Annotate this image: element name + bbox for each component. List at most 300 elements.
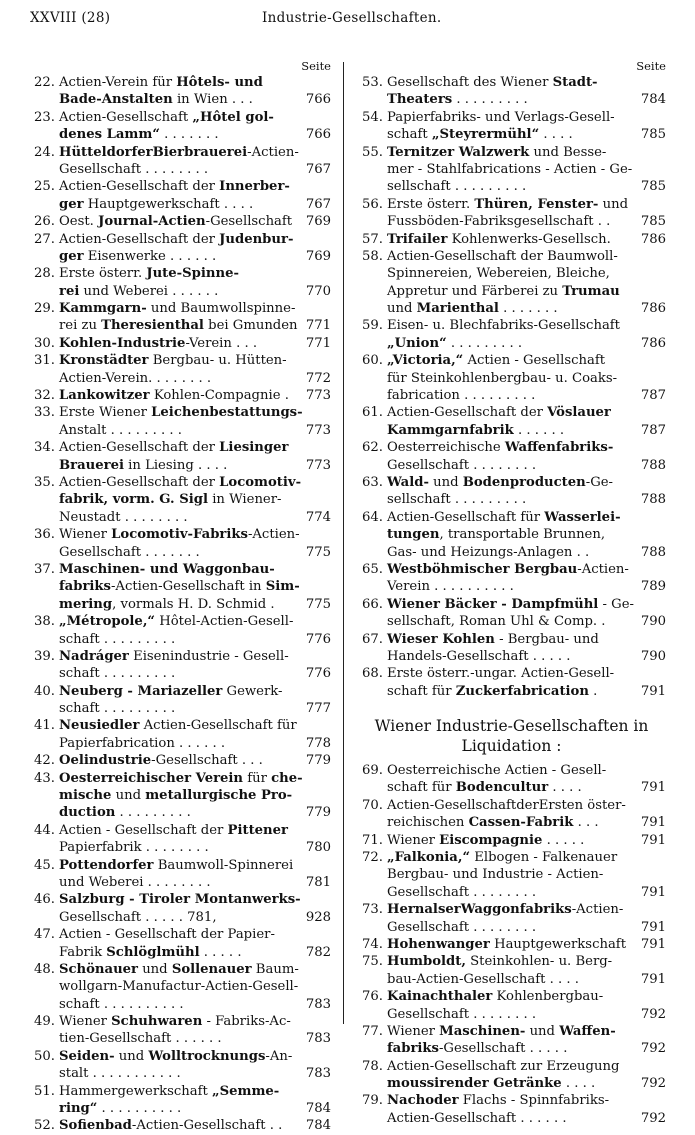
index-entry bbox=[357, 936, 666, 953]
company-name: Stadt- bbox=[552, 75, 598, 90]
entry-text bbox=[29, 649, 327, 664]
entry-number: 52. bbox=[34, 1118, 55, 1134]
company-name: Ternitzer Walzwerk bbox=[387, 144, 530, 160]
entry-text bbox=[29, 997, 222, 1012]
company-name: Journal-Actien bbox=[98, 214, 206, 230]
entry-text-segment: . bbox=[588, 683, 598, 699]
entry-line bbox=[29, 474, 331, 491]
index-entry bbox=[357, 953, 666, 988]
entry-text bbox=[357, 179, 564, 194]
index-entry bbox=[357, 797, 666, 832]
entry-number: 22. bbox=[34, 75, 55, 90]
entry-text-segment: Eisenindustrie - Gesell- bbox=[128, 648, 289, 664]
entry-text-segment: Steinkohlen- u. Berg- bbox=[465, 954, 613, 970]
entry-text-segment: Oest. bbox=[59, 214, 99, 230]
entry-page-number: 786 bbox=[640, 301, 666, 317]
entry-text-segment: und bbox=[111, 788, 146, 804]
entry-line bbox=[357, 561, 666, 578]
entry-text-segment: Erste österr.-ungar. Actien-Gesell- bbox=[387, 666, 615, 682]
entry-text-segment: Baumwoll-Spinnerei bbox=[153, 857, 294, 873]
entry-text-segment: Hauptgewerkschaft bbox=[489, 936, 626, 952]
entry-number: 26. bbox=[34, 214, 55, 230]
company-name: Oesterreichischer Verein bbox=[59, 770, 244, 786]
entry-number: 66. bbox=[362, 596, 383, 612]
entry-text-segment: Wiener bbox=[387, 1023, 440, 1039]
entry-text-segment: -Actien- bbox=[247, 527, 300, 543]
entry-text bbox=[29, 701, 213, 716]
entry-text-segment: für bbox=[243, 770, 272, 786]
entry-text bbox=[29, 875, 249, 890]
index-entry bbox=[29, 891, 331, 926]
entry-text-segment: Papierfabrik . . . . . . . . bbox=[59, 840, 209, 856]
entry-page-number: 788 bbox=[640, 457, 666, 473]
entry-text-segment: Erste Wiener bbox=[59, 405, 152, 421]
entry-line bbox=[29, 787, 331, 804]
company-name: „Falkonia,“ bbox=[387, 850, 471, 866]
entry-text-segment: . . . . . . . . . . bbox=[97, 1101, 182, 1117]
entry-text-segment: , vormals H. D. Schmid . bbox=[112, 596, 275, 612]
entry-text-segment: wollgarn-Manufactur-Actien-Gesell- bbox=[59, 979, 299, 995]
entry-text-segment: -Gesellschaft . . . . . bbox=[438, 1041, 568, 1057]
company-name: „Steyrermühl“ bbox=[431, 127, 540, 143]
entry-page-number: 783 bbox=[305, 1066, 331, 1082]
entry-text-segment: Actien-Gesellschaft der bbox=[59, 231, 220, 247]
entry-text-segment: schaft . . . . . . . . . bbox=[59, 631, 176, 647]
entry-text-segment: Papierfabrication . . . . . . bbox=[59, 735, 226, 751]
entry-number: 70. bbox=[362, 797, 383, 813]
index-entry bbox=[357, 352, 666, 404]
entry-text bbox=[29, 527, 338, 542]
entry-text bbox=[29, 214, 330, 229]
entry-text bbox=[29, 492, 320, 507]
entry-page-number: 783 bbox=[305, 1031, 331, 1047]
index-entry bbox=[357, 901, 666, 936]
entry-text bbox=[29, 301, 333, 316]
entry-text-segment: -Verein . . . bbox=[185, 335, 258, 351]
entry-text bbox=[29, 336, 295, 351]
entry-number: 49. bbox=[34, 1014, 55, 1030]
index-entry bbox=[29, 561, 331, 613]
entry-line bbox=[29, 317, 331, 334]
entry-line bbox=[29, 335, 331, 352]
entry-text bbox=[29, 892, 339, 907]
entry-line bbox=[29, 1030, 331, 1047]
entry-text-segment: -Ge- bbox=[585, 474, 614, 490]
entry-page-number: 790 bbox=[640, 614, 666, 630]
entry-page-number: 774 bbox=[305, 509, 331, 525]
entry-page-number: 791 bbox=[640, 832, 666, 848]
index-entry bbox=[357, 404, 666, 439]
entry-text bbox=[357, 145, 644, 160]
company-name: Schönauer bbox=[59, 961, 138, 977]
entry-text bbox=[357, 920, 574, 935]
entry-text bbox=[357, 666, 652, 681]
index-entry bbox=[357, 196, 666, 231]
entry-page-number: 779 bbox=[305, 805, 331, 821]
entry-text bbox=[357, 75, 636, 90]
entry-line bbox=[29, 231, 331, 248]
entry-line bbox=[29, 300, 331, 317]
entry-page-number: 789 bbox=[640, 579, 666, 595]
entry-number: 50. bbox=[34, 1048, 55, 1064]
entry-line bbox=[357, 109, 666, 126]
entry-text bbox=[357, 527, 643, 542]
seite-label: Seite bbox=[301, 59, 331, 73]
entry-line bbox=[357, 491, 666, 508]
entry-line bbox=[29, 74, 331, 91]
entry-line bbox=[357, 613, 666, 630]
entry-line bbox=[357, 762, 666, 779]
entry-line bbox=[357, 404, 666, 421]
entry-line bbox=[29, 457, 331, 474]
entry-text-segment: Actien-Gesellschaft zur Erzeugung bbox=[387, 1058, 620, 1074]
index-entry bbox=[29, 300, 331, 335]
entry-line bbox=[29, 109, 331, 126]
entry-text-segment: und Baumwollspinne- bbox=[146, 301, 296, 317]
entry-text bbox=[29, 75, 301, 90]
index-entry bbox=[29, 404, 331, 439]
entry-line bbox=[29, 213, 331, 230]
index-entry bbox=[29, 265, 331, 300]
company-name: Cassen-Fabrik bbox=[468, 815, 574, 831]
entry-line bbox=[29, 735, 331, 752]
entry-text-segment: Kohlen-Compagnie . bbox=[149, 388, 289, 404]
entry-text-segment: - Fabriks-Ac- bbox=[202, 1014, 291, 1030]
entry-text bbox=[29, 353, 325, 368]
entry-page-number: 792 bbox=[640, 1110, 666, 1126]
company-name: Wieser Kohlen bbox=[387, 631, 495, 647]
entry-number: 73. bbox=[362, 902, 383, 918]
entry-text bbox=[357, 197, 666, 212]
entry-line bbox=[29, 596, 331, 613]
index-entry bbox=[29, 648, 331, 683]
column-divider bbox=[343, 62, 344, 1024]
company-name: Kammgarn- bbox=[59, 301, 147, 317]
entry-number: 30. bbox=[34, 335, 55, 351]
entry-text-segment: schaft . . . . . . . . . . bbox=[59, 996, 184, 1012]
entry-text-segment: und Besse- bbox=[529, 144, 607, 160]
entry-text bbox=[29, 458, 265, 473]
company-name: Liesinger bbox=[219, 440, 289, 456]
entry-text bbox=[29, 1118, 320, 1133]
index-entry bbox=[29, 74, 331, 109]
entry-number: 47. bbox=[34, 927, 55, 943]
entry-number: 44. bbox=[34, 822, 55, 838]
index-entry bbox=[29, 683, 331, 718]
entry-text bbox=[29, 927, 313, 942]
entry-number: 33. bbox=[34, 405, 55, 421]
entry-number: 29. bbox=[34, 301, 55, 317]
entry-line bbox=[357, 832, 666, 849]
entry-text bbox=[29, 1049, 330, 1064]
entry-text bbox=[29, 266, 277, 281]
entry-text bbox=[29, 284, 256, 299]
company-name: Schlöglmühl bbox=[106, 944, 200, 960]
entry-page-number: 788 bbox=[640, 544, 666, 560]
entry-text bbox=[29, 127, 257, 142]
entry-text bbox=[357, 162, 670, 177]
company-name: Leichenbestattungs- bbox=[151, 405, 303, 421]
company-name: Locomotiv- bbox=[219, 474, 302, 490]
entry-text bbox=[29, 510, 226, 525]
entry-text-segment: Gesellschaft . . . . . . . . bbox=[387, 884, 537, 900]
entry-text bbox=[357, 989, 641, 1004]
entry-number: 45. bbox=[34, 857, 55, 873]
entry-text-segment: . . . . bbox=[539, 127, 573, 143]
entry-text-segment: in Wiener- bbox=[208, 492, 282, 508]
entry-text bbox=[29, 666, 213, 681]
entry-text-segment: - Ge- bbox=[598, 596, 634, 612]
company-name: „Semme- bbox=[212, 1083, 280, 1099]
entry-text-segment: Fussböden-Fabriksgesellschaft . . bbox=[387, 214, 611, 230]
entry-text-segment: mer - Stahlfabrications - Actien - Ge- bbox=[387, 161, 633, 177]
entry-text-segment: Hammergewerkschaft bbox=[59, 1083, 212, 1099]
entry-line bbox=[357, 196, 666, 213]
entry-text-segment: Papierfabriks- und Verlags-Gesell- bbox=[387, 109, 615, 125]
company-name: ger bbox=[59, 248, 84, 264]
entry-text-segment: Wiener bbox=[59, 1014, 112, 1030]
entry-line bbox=[29, 683, 331, 700]
entry-text-segment: Actien-Gesellschaft der Baumwoll- bbox=[387, 248, 618, 264]
entry-text-segment: Gesellschaft . . . . . 781, bbox=[59, 909, 217, 925]
index-entry bbox=[357, 248, 666, 318]
entry-line bbox=[29, 1083, 331, 1100]
entry-text-segment: Gas- und Heizungs-Anlagen . . bbox=[387, 544, 590, 560]
entry-text-segment: . . . . . . bbox=[513, 422, 565, 438]
entry-page-number: 781 bbox=[305, 874, 331, 890]
entry-text bbox=[357, 388, 573, 403]
entry-number: 25. bbox=[34, 179, 55, 195]
index-entry bbox=[29, 1048, 331, 1083]
entry-text-segment: Eisenwerke . . . . . . bbox=[83, 248, 217, 264]
company-name: Trifailer bbox=[387, 231, 448, 247]
entry-text-segment: . . . . . bbox=[542, 832, 585, 848]
index-entry bbox=[357, 988, 666, 1023]
entry-text bbox=[357, 597, 672, 612]
company-name: HütteldorferBierbrauerei bbox=[59, 144, 248, 160]
entry-text-segment: Gesellschaft . . . . . . . . bbox=[59, 161, 209, 177]
entry-line bbox=[357, 439, 666, 456]
entry-text-segment: Bergbau- u. Hütten- bbox=[148, 353, 287, 369]
entry-text bbox=[357, 1007, 574, 1022]
entry-text bbox=[29, 1084, 317, 1099]
entry-page-number: 784 bbox=[305, 1101, 331, 1117]
company-name: Westböhmischer Bergbau bbox=[387, 561, 578, 577]
entry-line bbox=[29, 91, 331, 108]
entry-text bbox=[29, 388, 327, 403]
entry-number: 23. bbox=[34, 109, 55, 125]
entry-text bbox=[357, 850, 655, 865]
entry-text bbox=[29, 545, 238, 560]
entry-line bbox=[29, 161, 331, 178]
entry-number: 56. bbox=[362, 196, 383, 212]
entry-line bbox=[357, 265, 666, 282]
entry-text-segment: reichischen bbox=[387, 815, 469, 831]
entry-text bbox=[29, 562, 313, 577]
entry-text-segment: und Weberei . . . . . . bbox=[79, 283, 219, 299]
entry-page-number: 783 bbox=[305, 996, 331, 1012]
entry-page-number: 766 bbox=[305, 92, 331, 108]
entry-line bbox=[29, 944, 331, 961]
entry-text bbox=[357, 1076, 633, 1091]
entry-line bbox=[29, 422, 331, 439]
entry-text-segment: Actien-Gesellschaft bbox=[59, 109, 193, 125]
entry-line bbox=[357, 544, 666, 561]
index-entry bbox=[357, 474, 666, 509]
company-name: denes Lamm“ bbox=[59, 127, 160, 143]
index-entry bbox=[29, 474, 331, 526]
entry-line bbox=[29, 1117, 331, 1134]
index-entry bbox=[29, 961, 331, 1013]
company-name: Neusiedler bbox=[59, 718, 140, 734]
entry-number: 79. bbox=[362, 1093, 383, 1109]
company-name: Humboldt, bbox=[387, 954, 466, 970]
entry-text-segment: Fabrik bbox=[59, 944, 107, 960]
company-name: fabrik, vorm. G. Sigl bbox=[59, 492, 208, 508]
entry-text bbox=[357, 833, 622, 848]
entry-text-segment: schaft . . . . . . . . . bbox=[59, 701, 176, 717]
entry-text bbox=[29, 632, 213, 647]
entry-text-segment: Spinnereien, Webereien, Bleiche, bbox=[387, 266, 610, 282]
entry-text bbox=[357, 249, 656, 264]
entry-text-segment: Anstalt . . . . . . . . . bbox=[59, 422, 182, 438]
entry-text bbox=[29, 805, 229, 820]
index-entry bbox=[29, 613, 331, 648]
entry-line bbox=[357, 578, 666, 595]
index-entry bbox=[357, 144, 666, 196]
page-title: Industrie-Gesellschaften. bbox=[262, 10, 442, 26]
entry-line bbox=[29, 491, 331, 508]
entry-number: 62. bbox=[362, 440, 383, 456]
entry-line bbox=[29, 1013, 331, 1030]
entry-text-segment: . . . . bbox=[561, 1076, 596, 1092]
entry-text bbox=[29, 249, 254, 264]
entry-line bbox=[357, 387, 666, 404]
entry-text-segment: Actien-Gesellschaft für bbox=[139, 718, 297, 734]
company-name: „Union“ bbox=[387, 335, 447, 351]
entry-line bbox=[357, 526, 666, 543]
entry-text-segment: -Actien-Gesellschaft in bbox=[110, 579, 266, 595]
entry-text-segment: stalt . . . . . . . . . . . bbox=[59, 1066, 181, 1082]
entry-line bbox=[357, 317, 666, 334]
company-name: Kohlen-Industrie bbox=[59, 335, 186, 351]
entry-text-segment: Actien-Gesellschaft . . . . . . bbox=[387, 1110, 567, 1126]
entry-line bbox=[29, 804, 331, 821]
entry-number: 61. bbox=[362, 405, 383, 421]
company-name: Thüren, Fenster- bbox=[474, 196, 599, 212]
entry-text bbox=[29, 823, 326, 838]
entry-line bbox=[29, 717, 331, 734]
entry-text bbox=[357, 614, 644, 629]
entry-line bbox=[29, 387, 331, 404]
entry-text-segment: und bbox=[138, 961, 172, 977]
entry-line bbox=[29, 439, 331, 456]
company-name: Waffenfabriks- bbox=[504, 440, 614, 456]
entry-text-segment: und Weberei . . . . . . . . bbox=[59, 874, 211, 890]
entry-text bbox=[357, 937, 664, 952]
entry-number: 74. bbox=[362, 936, 383, 952]
entry-text bbox=[29, 1031, 260, 1046]
index-entry bbox=[357, 317, 666, 352]
entry-text-segment: Actien - Gesellschaft bbox=[463, 353, 606, 369]
entry-page-number: 792 bbox=[640, 1041, 666, 1057]
entry-page-number: 786 bbox=[640, 231, 666, 247]
entry-number: 28. bbox=[34, 266, 55, 282]
entry-text-segment: fabrication . . . . . . . . . bbox=[387, 388, 536, 404]
index-entry bbox=[29, 1013, 331, 1048]
section-heading bbox=[357, 716, 666, 756]
company-name: Hohenwanger bbox=[387, 936, 490, 952]
entry-line bbox=[29, 665, 331, 682]
entry-text-segment: Actien - Gesellschaft der Papier- bbox=[59, 927, 275, 943]
entry-page-number: 791 bbox=[640, 884, 666, 900]
entry-text bbox=[357, 232, 649, 247]
entry-text bbox=[357, 1111, 605, 1126]
entry-text bbox=[29, 858, 331, 873]
section-heading-line: Wiener Industrie-Gesellschaften in bbox=[374, 717, 649, 736]
entry-text-segment: in Wien . . . bbox=[172, 92, 253, 108]
entry-page-number: 779 bbox=[305, 753, 331, 769]
entry-text-segment: Flachs - Spinnfabriks- bbox=[458, 1093, 610, 1109]
entry-text bbox=[29, 405, 341, 420]
entry-line bbox=[357, 161, 666, 178]
entry-text-segment: Actien-Verein. . . . . . . . bbox=[59, 370, 212, 386]
company-name: moussirender Getränke bbox=[387, 1076, 562, 1092]
entry-page-number: 928 bbox=[305, 909, 331, 925]
entry-text bbox=[357, 336, 560, 351]
entry-text bbox=[357, 266, 648, 281]
entry-text bbox=[29, 962, 337, 977]
entry-text bbox=[357, 127, 611, 142]
index-entry bbox=[29, 213, 331, 230]
entry-text bbox=[29, 753, 301, 768]
index-entry bbox=[29, 1083, 331, 1118]
entry-number: 77. bbox=[362, 1023, 383, 1039]
index-entry bbox=[357, 762, 666, 797]
company-name: Marienthal bbox=[416, 301, 499, 317]
entry-text-segment: Actien-Verein für bbox=[59, 75, 177, 90]
right-entry-list bbox=[357, 74, 666, 700]
entry-number: 37. bbox=[34, 561, 55, 577]
entry-line bbox=[357, 144, 666, 161]
entry-text-segment: bau-Actien-Gesellschaft . . . . bbox=[387, 971, 580, 987]
entry-number: 68. bbox=[362, 666, 383, 682]
entry-text-segment: , transportable Brunnen, bbox=[439, 527, 606, 543]
entry-number: 63. bbox=[362, 474, 383, 490]
company-name: Pittener bbox=[227, 822, 288, 838]
entry-number: 54. bbox=[362, 109, 383, 125]
entry-line bbox=[29, 631, 331, 648]
entry-text-segment: schaft bbox=[387, 127, 432, 143]
entry-text bbox=[357, 1093, 647, 1108]
entry-text-segment: sellschaft, Roman Uhl & Comp. . bbox=[387, 614, 606, 630]
company-name: fabriks bbox=[59, 579, 111, 595]
entry-text bbox=[357, 562, 667, 577]
index-entry bbox=[357, 832, 666, 849]
company-name: Maschinen- und Waggonbau- bbox=[59, 561, 275, 577]
entry-text-segment: und bbox=[428, 474, 463, 490]
entry-text bbox=[357, 110, 653, 125]
entry-text-segment: Hauptgewerkschaft . . . . bbox=[83, 196, 254, 212]
entry-line bbox=[357, 457, 666, 474]
entry-page-number: 787 bbox=[640, 422, 666, 438]
entry-text bbox=[357, 763, 644, 778]
company-name: Sollenauer bbox=[171, 961, 252, 977]
entry-text bbox=[357, 92, 566, 107]
entry-line bbox=[29, 1048, 331, 1065]
index-entry bbox=[29, 857, 331, 892]
index-entry bbox=[29, 822, 331, 857]
